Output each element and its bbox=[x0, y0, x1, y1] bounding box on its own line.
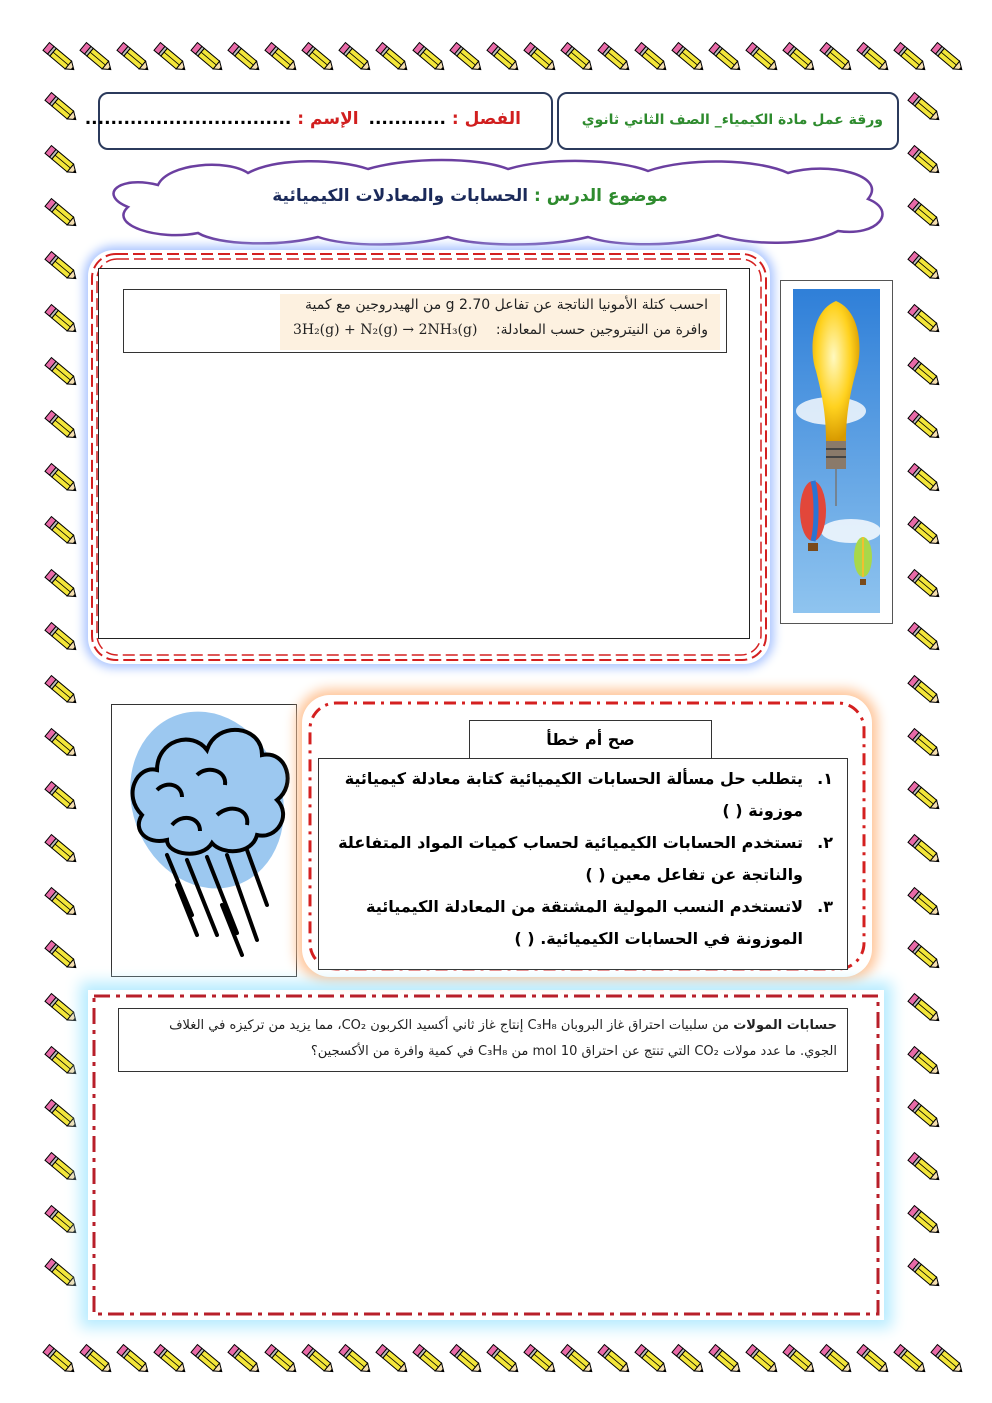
pencil-border-icon bbox=[905, 936, 945, 976]
pencil-border-icon bbox=[595, 1340, 635, 1380]
true-false-title: صح أم خطأ bbox=[546, 730, 635, 749]
pencil-border-icon bbox=[299, 38, 339, 78]
true-false-item-1 bbox=[323, 763, 833, 827]
pencil-border-icon bbox=[706, 1340, 746, 1380]
pencil-border-icon bbox=[905, 1095, 945, 1135]
pencil-border-icon bbox=[373, 38, 413, 78]
pencil-border-icon bbox=[42, 936, 82, 976]
pencil-border-icon bbox=[188, 1340, 228, 1380]
pencil-border-icon bbox=[42, 247, 82, 287]
pencil-border-icon bbox=[780, 1340, 820, 1380]
lesson-title bbox=[230, 186, 710, 206]
pencil-border-icon bbox=[42, 300, 82, 340]
class-dots[interactable]: ............ bbox=[368, 109, 446, 129]
pencil-border-icon bbox=[905, 1042, 945, 1082]
pencil-border-icon bbox=[299, 1340, 339, 1380]
pencil-border-icon bbox=[905, 247, 945, 287]
pencil-border-icon bbox=[42, 565, 82, 605]
worksheet-title-box bbox=[557, 92, 899, 150]
pencil-border-icon bbox=[262, 1340, 302, 1380]
true-false-item-1-number: ١. bbox=[817, 769, 833, 788]
pencil-border-icon bbox=[42, 88, 82, 128]
pencil-border-icon bbox=[410, 38, 450, 78]
lesson-label: موضوع الدرس : bbox=[533, 186, 668, 206]
pencil-border-icon bbox=[743, 1340, 783, 1380]
pencil-border-icon bbox=[905, 777, 945, 817]
pencil-border-icon bbox=[905, 565, 945, 605]
pencil-border-icon bbox=[905, 512, 945, 552]
pencil-border-icon bbox=[447, 1340, 487, 1380]
pencil-border-icon bbox=[521, 38, 561, 78]
pencil-border-icon bbox=[410, 1340, 450, 1380]
pencil-border-icon bbox=[706, 38, 746, 78]
pencil-border-icon bbox=[484, 1340, 524, 1380]
true-false-title-box bbox=[469, 720, 712, 760]
problem2-label: حسابات المولات bbox=[733, 1018, 837, 1033]
problem1-line1: احسب كتلة الأمونيا الناتجة عن تفاعل 2.70 g من الهيدروجين مع كمية bbox=[305, 297, 708, 313]
pencil-border-icon bbox=[225, 38, 265, 78]
pencil-border-icon bbox=[928, 1340, 968, 1380]
pencil-border-icon bbox=[905, 141, 945, 181]
pencil-border-icon bbox=[42, 883, 82, 923]
name-label: الإسم : bbox=[297, 109, 359, 129]
pencil-border-icon bbox=[484, 38, 524, 78]
pencil-border-icon bbox=[905, 300, 945, 340]
pencil-border-icon bbox=[42, 989, 82, 1029]
pencil-border-icon bbox=[905, 406, 945, 446]
pencil-border-icon bbox=[336, 1340, 376, 1380]
pencil-border-icon bbox=[905, 671, 945, 711]
pencil-border-icon bbox=[905, 353, 945, 393]
pencil-border-icon bbox=[632, 1340, 672, 1380]
pencil-border-icon bbox=[905, 88, 945, 128]
pencil-border-icon bbox=[42, 1148, 82, 1188]
true-false-item-2-number: ٢. bbox=[817, 833, 833, 852]
true-false-item-2 bbox=[323, 827, 833, 891]
pencil-border-icon bbox=[42, 1201, 82, 1241]
pencil-border-icon bbox=[905, 830, 945, 870]
pencil-border-icon bbox=[905, 459, 945, 499]
pencil-border-icon bbox=[595, 38, 635, 78]
true-false-item-2-line1: تستخدم الحسابات الكيميائية لحساب كميات المواد المتفاعلة bbox=[338, 833, 803, 852]
pencil-border-icon bbox=[42, 671, 82, 711]
problem1-line2: وافرة من النيتروجين حسب المعادلة: bbox=[495, 322, 708, 338]
pencil-border-icon bbox=[42, 406, 82, 446]
pencil-border-icon bbox=[632, 38, 672, 78]
pencil-border-icon bbox=[42, 194, 82, 234]
pencil-border-icon bbox=[373, 1340, 413, 1380]
pencil-border-icon bbox=[854, 38, 894, 78]
pencil-border-icon bbox=[77, 1340, 117, 1380]
pencil-border-icon bbox=[905, 1201, 945, 1241]
pencil-border-icon bbox=[77, 38, 117, 78]
pencil-border-icon bbox=[42, 1095, 82, 1135]
rain-cloud-image-frame bbox=[111, 704, 297, 977]
problem1-equation: 3H₂(g) + N₂(g) → 2NH₃(g) bbox=[292, 322, 478, 338]
pencil-border-icon bbox=[42, 512, 82, 552]
pencil-border-icon bbox=[262, 38, 302, 78]
pencil-border-icon bbox=[558, 1340, 598, 1380]
true-false-item-1-line2[interactable]: موزونة ( ) bbox=[722, 801, 803, 820]
pencil-border-icon bbox=[558, 38, 598, 78]
problem1-question-box bbox=[123, 289, 727, 353]
pencil-border-icon bbox=[114, 1340, 154, 1380]
pencil-border-icon bbox=[669, 38, 709, 78]
pencil-border-icon bbox=[42, 141, 82, 181]
pencil-border-icon bbox=[40, 1340, 80, 1380]
lightbulb-image-frame bbox=[780, 280, 893, 624]
class-label: الفصل : bbox=[451, 109, 521, 129]
pencil-border-icon bbox=[336, 38, 376, 78]
pencil-border-icon bbox=[905, 989, 945, 1029]
pencil-border-icon bbox=[905, 194, 945, 234]
pencil-border-icon bbox=[42, 459, 82, 499]
pencil-border-icon bbox=[780, 38, 820, 78]
true-false-item-3-number: ٣. bbox=[817, 897, 833, 916]
pencil-border-icon bbox=[669, 1340, 709, 1380]
pencil-border-icon bbox=[151, 38, 191, 78]
pencil-border-icon bbox=[42, 618, 82, 658]
pencil-border-icon bbox=[928, 38, 968, 78]
pencil-border-icon bbox=[817, 1340, 857, 1380]
pencil-border-icon bbox=[42, 724, 82, 764]
pencil-border-icon bbox=[817, 38, 857, 78]
pencil-border-icon bbox=[743, 38, 783, 78]
true-false-item-1-line1: يتطلب حل مسألة الحسابات الكيميائية كتابة معادلة كيميائية bbox=[344, 769, 803, 788]
pencil-border-icon bbox=[42, 1042, 82, 1082]
pencil-border-icon bbox=[905, 883, 945, 923]
true-false-item-3 bbox=[323, 891, 833, 955]
true-false-item-2-line2[interactable]: والناتجة عن تفاعل معين ( ) bbox=[585, 865, 803, 884]
pencil-border-icon bbox=[225, 1340, 265, 1380]
lesson-name: الحسابات والمعادلات الكيميائية bbox=[272, 186, 529, 206]
pencil-border-icon bbox=[42, 353, 82, 393]
rain-cloud-illustration bbox=[112, 705, 296, 976]
true-false-item-3-line2[interactable]: الموزونة في الحسابات الكيميائية. ( ) bbox=[514, 929, 803, 948]
pencil-border-icon bbox=[905, 618, 945, 658]
pencil-border-icon bbox=[905, 1148, 945, 1188]
pencil-border-icon bbox=[188, 38, 228, 78]
pencil-border-icon bbox=[42, 777, 82, 817]
pencil-border-icon bbox=[151, 1340, 191, 1380]
true-false-question-box bbox=[318, 758, 848, 970]
name-dots[interactable]: ................................ bbox=[84, 109, 292, 129]
pencil-border-icon bbox=[854, 1340, 894, 1380]
problem2-line1: من سلبيات احتراق غاز البروبان C₃H₈ إنتاج غاز ثاني أكسيد الكربون CO₂، مما يزيد من تركيزه في الغلاف bbox=[169, 1018, 730, 1033]
pencil-border-icon bbox=[891, 38, 931, 78]
pencil-border-icon bbox=[521, 1340, 561, 1380]
lightbulb-balloons-illustration bbox=[781, 281, 892, 623]
true-false-item-3-line1: لاتستخدم النسب المولية المشتقة من المعادلة الكيميائية bbox=[366, 897, 803, 916]
pencil-border-icon bbox=[42, 1254, 82, 1294]
pencil-border-icon bbox=[40, 38, 80, 78]
problem2-question-box bbox=[118, 1008, 848, 1072]
problem2-line2: الجوي. ما عدد مولات CO₂ التي تنتج عن احتراق 10 mol من C₃H₈ في كمية وافرة من الأكسجين؟ bbox=[310, 1044, 837, 1059]
pencil-border-icon bbox=[114, 38, 154, 78]
pencil-border-icon bbox=[905, 724, 945, 764]
worksheet-title: ورقة عمل مادة الكيمياء_ الصف الثاني ثانوي bbox=[581, 112, 883, 128]
pencil-border-icon bbox=[905, 1254, 945, 1294]
name-class-box bbox=[84, 92, 553, 150]
pencil-border-icon bbox=[42, 830, 82, 870]
pencil-border-icon bbox=[447, 38, 487, 78]
pencil-border-icon bbox=[891, 1340, 931, 1380]
